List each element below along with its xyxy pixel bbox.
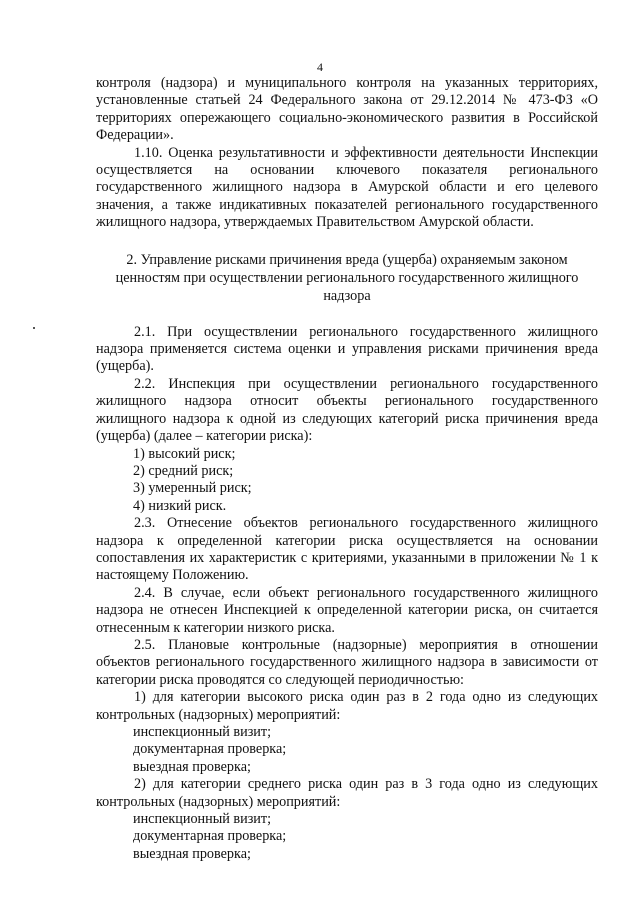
- margin-mark: [33, 327, 35, 329]
- document-body: [96, 75, 598, 863]
- medium-risk-item: документарная проверка;: [133, 828, 287, 845]
- risk-category-item: 4) низкий риск.: [133, 497, 227, 514]
- paragraph-1-10: 1.10. Оценка результативности и эффективности деятельности Инспекции осуществляется на основании ключевого показателя регионального государственного жилищного надзора в Амурской области и его целевого значения, а также индикативных показателей регионального государственного жилищного надзора, утверждаемых Правительством Амурской области.: [96, 144, 598, 231]
- risk-category-item: 3) умеренный риск;: [133, 480, 252, 497]
- high-risk-item: выездная проверка;: [133, 758, 251, 775]
- paragraph-2-5: 2.5. Плановые контрольные (надзорные) мероприятия в отношении объектов регионального государственного жилищного надзора в зависимости от категории риска проводятся со следующей периодичностью:: [96, 636, 598, 688]
- paragraph-2-2: 2.2. Инспекция при осуществлении регионального государственного жилищного надзора относит объекты регионального государственного жилищного надзора к одной из следующих категорий риска причинения вреда (ущерба) (далее – категории риска):: [96, 375, 598, 445]
- paragraph-2-4: 2.4. В случае, если объект регионального государственного жилищного надзора не отнесен Инспекцией к определенной категории риска, он считается отнесенным к категории низкого риска.: [96, 584, 598, 636]
- high-risk-item: документарная проверка;: [133, 741, 287, 758]
- medium-risk-item: выездная проверка;: [133, 845, 251, 862]
- medium-risk-item: инспекционный визит;: [133, 811, 272, 828]
- section-heading: 2. Управление рисками причинения вреда (ущерба) охраняемым законом ценностям при осуществлении регионального государственного жилищного надзора: [115, 251, 579, 304]
- medium-risk-paragraph: 2) для категории среднего риска один раз в 3 года одно из следующих контрольных (надзорных) мероприятий:: [96, 776, 598, 810]
- risk-category-item: 2) средний риск;: [133, 462, 234, 479]
- page-number: 4: [317, 60, 323, 74]
- paragraph-2-1: 2.1. При осуществлении регионального государственного жилищного надзора применяется система оценки и управления рисками причинения вреда (ущерба).: [96, 323, 598, 375]
- risk-category-item: 1) высокий риск;: [133, 445, 236, 462]
- paragraph-2-3: 2.3. Отнесение объектов регионального государственного жилищного надзора к определенной категории риска осуществляется на основании сопоставления их характеристик с критериями, указанными в приложении № 1 к настоящему Положению.: [96, 515, 598, 584]
- high-risk-item: инспекционный визит;: [133, 724, 272, 740]
- intro-paragraph: контроля (надзора) и муниципального контроля на указанных территориях, установленные статьей 24 Федерального закона от 29.12.2014 № 473-ФЗ «О территориях опережающего социально-экономического развития в Российской Федерации».: [96, 75, 598, 144]
- high-risk-paragraph: 1) для категории высокого риска один раз в 2 года одно из следующих контрольных (надзорных) мероприятий:: [96, 689, 598, 723]
